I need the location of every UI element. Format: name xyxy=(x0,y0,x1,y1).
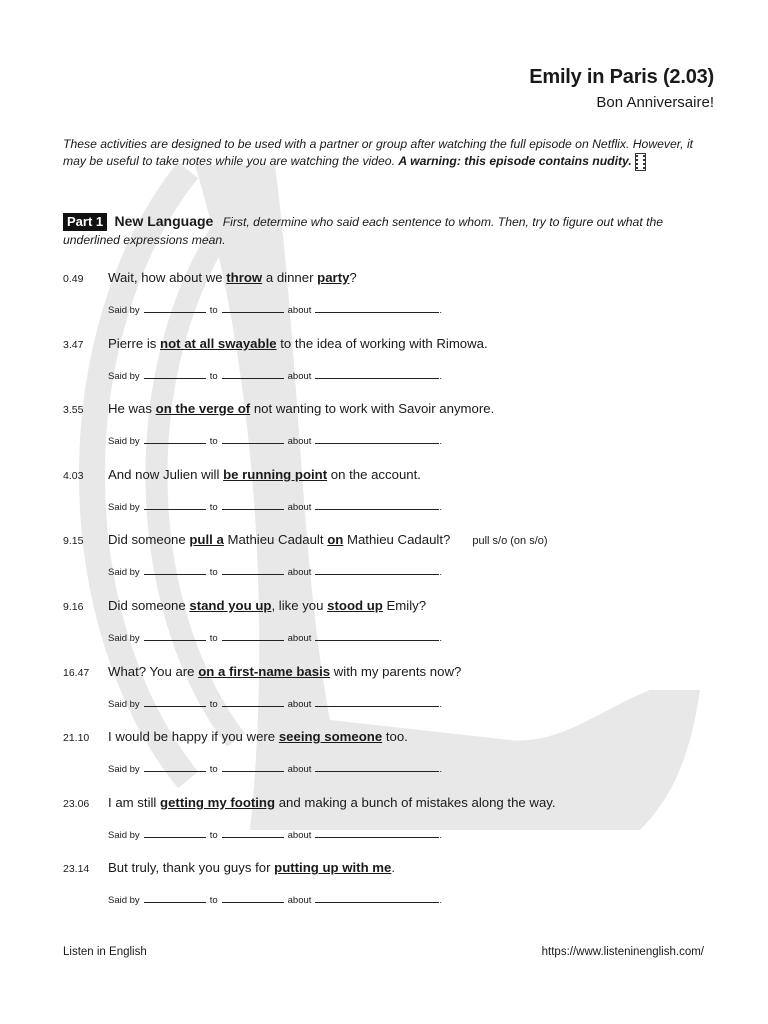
target-expression: not at all swayable xyxy=(160,335,277,351)
target-expression: putting up with me xyxy=(274,860,392,876)
listener-blank[interactable] xyxy=(222,565,284,575)
speaker-blank[interactable] xyxy=(144,434,206,444)
about-label: about xyxy=(287,567,312,579)
about-label: about xyxy=(287,370,312,382)
to-label: to xyxy=(209,698,218,710)
intro-paragraph xyxy=(63,136,718,171)
about-label: about xyxy=(287,305,312,316)
speaker-blank[interactable] xyxy=(144,303,206,313)
to-label: to xyxy=(209,567,218,579)
target-expression: seeing someone xyxy=(278,729,383,745)
sentence xyxy=(108,598,426,613)
speaker-blank[interactable] xyxy=(144,893,206,903)
sentence xyxy=(108,270,357,285)
said-by-line xyxy=(108,828,442,841)
listener-blank[interactable] xyxy=(222,303,284,313)
topic-blank[interactable] xyxy=(315,500,439,510)
end-period: . xyxy=(439,698,443,710)
sentence-text: And now Julien will xyxy=(108,466,224,482)
topic-blank[interactable] xyxy=(315,762,439,772)
end-period: . xyxy=(439,633,443,644)
to-label: to xyxy=(209,633,218,644)
sentence xyxy=(108,729,408,744)
target-expression: on xyxy=(327,532,344,548)
about-label: about xyxy=(287,895,312,907)
said-by-label: Said by xyxy=(108,895,140,907)
sentence-text: But truly, thank you guys for xyxy=(108,860,275,876)
topic-blank[interactable] xyxy=(315,369,439,379)
sentence xyxy=(108,401,494,416)
timestamp: 16.47 xyxy=(63,666,90,679)
sentence-text: . xyxy=(391,860,396,876)
end-period: . xyxy=(439,305,443,316)
timestamp: 9.16 xyxy=(63,601,84,613)
topic-blank[interactable] xyxy=(315,631,439,641)
sentence-text: Emily? xyxy=(382,598,427,613)
film-strip-icon xyxy=(635,153,646,171)
sentence-text: Wait, how about we xyxy=(108,270,227,285)
speaker-blank[interactable] xyxy=(144,828,206,838)
speaker-blank[interactable] xyxy=(144,500,206,510)
listener-blank[interactable] xyxy=(222,500,284,510)
said-by-line xyxy=(108,631,442,644)
expression-note: pull s/o (on s/o) xyxy=(472,535,548,548)
listener-blank[interactable] xyxy=(222,369,284,379)
topic-blank[interactable] xyxy=(315,828,439,838)
sentence-text: ? xyxy=(349,270,357,285)
said-by-label: Said by xyxy=(108,370,140,382)
to-label: to xyxy=(209,305,218,316)
speaker-blank[interactable] xyxy=(144,369,206,379)
target-expression: throw xyxy=(226,270,263,285)
speaker-blank[interactable] xyxy=(144,697,206,707)
about-label: about xyxy=(287,829,312,841)
end-period: . xyxy=(439,370,443,382)
sentence xyxy=(108,532,548,547)
about-label: about xyxy=(287,698,312,710)
to-label: to xyxy=(209,501,218,513)
listener-blank[interactable] xyxy=(222,893,284,903)
to-label: to xyxy=(209,829,218,841)
sentence-text: on the account. xyxy=(327,466,421,482)
sentence-text: to the idea of working with Rimowa. xyxy=(276,335,488,351)
about-label: about xyxy=(287,764,312,776)
timestamp: 0.49 xyxy=(63,273,84,285)
target-expression: on the verge of xyxy=(155,401,251,417)
topic-blank[interactable] xyxy=(315,697,439,707)
end-period: . xyxy=(439,501,443,513)
timestamp: 23.14 xyxy=(63,863,90,876)
target-expression: on a first-name basis xyxy=(198,663,331,679)
sentence-text: and making a bunch of mistakes along the way. xyxy=(275,794,556,810)
said-by-line xyxy=(108,303,442,316)
to-label: to xyxy=(209,764,218,776)
target-expression: stood up xyxy=(327,598,383,613)
said-by-label: Said by xyxy=(108,698,140,710)
sentence-text: He was xyxy=(108,401,156,417)
end-period: . xyxy=(439,764,443,776)
sentence-text: I would be happy if you were xyxy=(108,729,279,745)
sentence-text: Mathieu Cadault? xyxy=(343,532,451,548)
sentence-text: with my parents now? xyxy=(330,663,462,679)
timestamp: 21.10 xyxy=(63,732,90,745)
timestamp: 4.03 xyxy=(63,469,84,482)
said-by-line xyxy=(108,500,442,513)
to-label: to xyxy=(209,370,218,382)
sentence-text: What? You are xyxy=(108,663,199,679)
said-by-label: Said by xyxy=(108,633,140,644)
said-by-label: Said by xyxy=(108,764,140,776)
said-by-label: Said by xyxy=(108,567,140,579)
about-label: about xyxy=(287,633,312,644)
target-expression: be running point xyxy=(223,466,328,482)
timestamp: 3.55 xyxy=(63,404,84,417)
intro-warning: A warning: this episode contains nudity. xyxy=(398,154,632,168)
to-label: to xyxy=(209,895,218,907)
sentence-text: a dinner xyxy=(262,270,318,285)
said-by-line xyxy=(108,434,442,447)
listener-blank[interactable] xyxy=(222,434,284,444)
title-block xyxy=(529,66,714,111)
target-expression: stand you up xyxy=(189,598,272,613)
sentence-text: Mathieu Cadault xyxy=(223,532,328,548)
footer-brand: Listen in English xyxy=(63,946,147,958)
sentence xyxy=(108,795,556,810)
listener-blank[interactable] xyxy=(222,762,284,772)
said-by-label: Said by xyxy=(108,829,140,841)
speaker-blank[interactable] xyxy=(144,631,206,641)
timestamp: 23.06 xyxy=(63,797,90,810)
said-by-line xyxy=(108,697,442,710)
target-expression: party xyxy=(317,270,350,285)
episode-number: (2.03) xyxy=(662,66,714,88)
target-expression: pull a xyxy=(189,532,224,548)
sentence xyxy=(108,467,421,482)
listener-blank[interactable] xyxy=(222,631,284,641)
episode-subtitle: Bon Anniversaire! xyxy=(596,94,714,111)
sentence-text: , like you xyxy=(271,598,328,613)
intro-text: These activities are designed to be used with a partner or group after watching the full episode on Netflix. However, it may be useful to take notes while you are watching the video. xyxy=(63,137,694,168)
topic-blank[interactable] xyxy=(315,434,439,444)
said-by-label: Said by xyxy=(108,436,140,448)
end-period: . xyxy=(439,567,443,579)
target-expression: getting my footing xyxy=(160,794,276,810)
page-title xyxy=(529,66,714,89)
sentence-text: Did someone xyxy=(108,598,190,613)
about-label: about xyxy=(287,501,312,513)
end-period: . xyxy=(439,829,443,841)
end-period: . xyxy=(439,436,443,448)
said-by-line xyxy=(108,369,442,382)
part-heading: New Language xyxy=(114,213,214,229)
to-label: to xyxy=(209,436,218,448)
said-by-label: Said by xyxy=(108,305,140,316)
timestamp: 9.15 xyxy=(63,535,84,548)
sentence-text: not wanting to work with Savoir anymore. xyxy=(250,401,495,417)
about-label: about xyxy=(287,436,312,448)
speaker-blank[interactable] xyxy=(144,565,206,575)
part-badge: Part 1 xyxy=(63,213,107,231)
sentence-text: too. xyxy=(382,729,408,745)
timestamp: 3.47 xyxy=(63,338,84,351)
topic-blank[interactable] xyxy=(315,303,439,313)
said-by-line xyxy=(108,893,442,906)
listener-blank[interactable] xyxy=(222,697,284,707)
said-by-line xyxy=(108,565,442,578)
show-title: Emily in Paris xyxy=(529,66,658,88)
part1-header xyxy=(63,212,723,249)
topic-blank[interactable] xyxy=(315,893,439,903)
speaker-blank[interactable] xyxy=(144,762,206,772)
sentence xyxy=(108,860,395,875)
part-instructions: First, determine who said each sentence to whom. Then, try to figure out what the underlined expressions mean. xyxy=(63,215,664,247)
footer-url: https://www.listeninenglish.com/ xyxy=(541,946,704,958)
topic-blank[interactable] xyxy=(315,565,439,575)
listener-blank[interactable] xyxy=(222,828,284,838)
said-by-line xyxy=(108,762,442,775)
sentence xyxy=(108,336,488,351)
said-by-label: Said by xyxy=(108,501,140,513)
sentence-text: Pierre is xyxy=(108,335,161,351)
end-period: . xyxy=(439,895,443,907)
sentence xyxy=(108,664,461,679)
sentence-text: Did someone xyxy=(108,532,190,548)
sentence-text: I am still xyxy=(108,794,161,810)
